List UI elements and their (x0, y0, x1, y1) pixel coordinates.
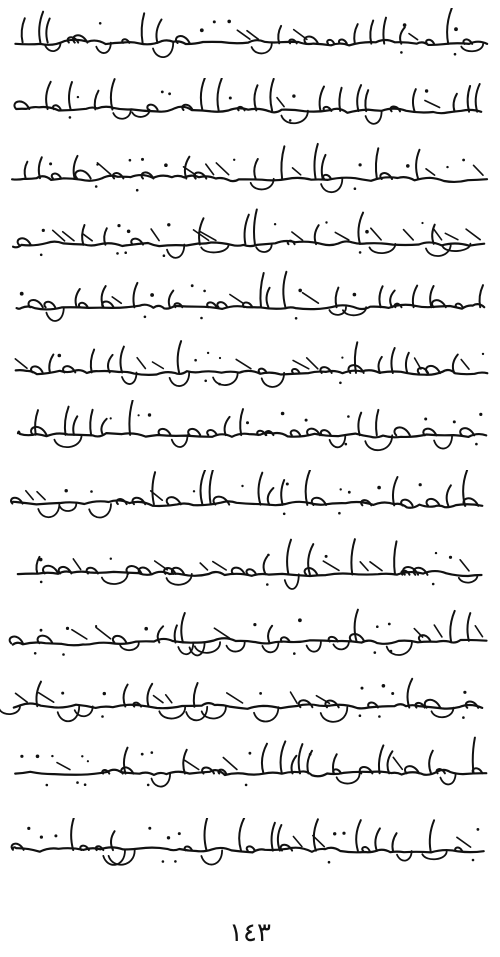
manuscript-line (0, 78, 500, 138)
manuscript-line (0, 470, 500, 530)
manuscript-line (0, 400, 500, 460)
manuscript-line (0, 818, 500, 878)
manuscript-line (0, 338, 500, 398)
manuscript-line (0, 208, 500, 268)
manuscript-line (0, 736, 500, 796)
manuscript-line (0, 538, 500, 598)
manuscript-line (0, 670, 500, 730)
manuscript-line (0, 8, 500, 68)
manuscript-line (0, 142, 500, 202)
manuscript-line (0, 604, 500, 664)
manuscript-line (0, 270, 500, 330)
page-number: ١٤٣ (229, 918, 271, 948)
